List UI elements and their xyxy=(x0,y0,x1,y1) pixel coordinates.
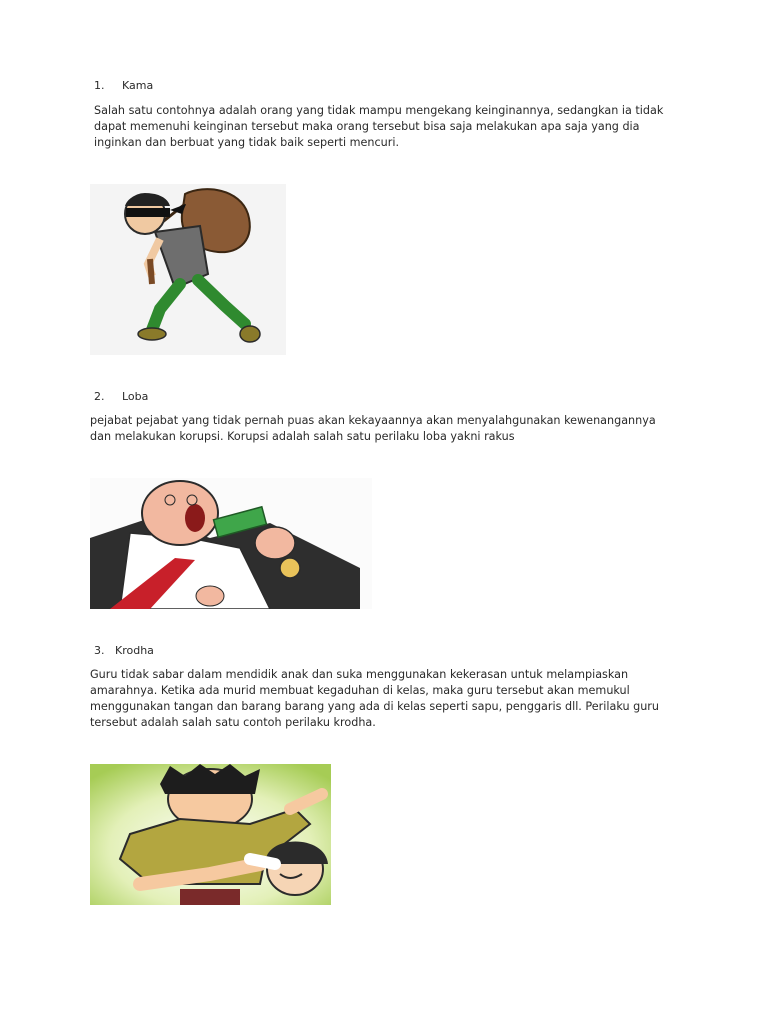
thief-illustration xyxy=(90,184,286,355)
section-2-heading xyxy=(94,390,148,403)
section-3-text: Guru tidak sabar dalam mendidik anak dan suka menggunakan kekerasan untuk melampiaskan amarahnya. Ketika ada murid membuat kegaduhan di kelas, maka guru tersebut akan memukul menggunakan tangan dan barang barang yang ada di kelas seperti sapu, penggaris dll. Perilaku guru tersebut adalah salah satu contoh perilaku krodha. xyxy=(90,668,659,729)
section-1-heading xyxy=(94,79,153,92)
section-3-number: 3. xyxy=(94,644,105,657)
section-2-number: 2. xyxy=(94,390,105,403)
corruption-illustration xyxy=(90,478,372,609)
section-2-title: Loba xyxy=(121,390,149,403)
angry-teacher-illustration xyxy=(90,764,331,905)
section-2-text: pejabat pejabat yang tidak pernah puas akan kekayaannya akan menyalahgunakan kewenangannya dan melakukan korupsi. Korupsi adalah salah satu perilaku loba yakni rakus xyxy=(90,414,656,443)
section-3-title: Krodha xyxy=(115,644,154,657)
section-1-title: Kama xyxy=(121,79,154,92)
section-3-heading xyxy=(94,644,154,657)
section-1-number: 1. xyxy=(94,79,105,92)
section-1-text: Salah satu contohnya adalah orang yang tidak mampu mengekang keinginannya, sedangkan ia tidak dapat memenuhi keinginan tersebut maka orang tersebut bisa saja melakukan apa saja yang dia inginkan dan berbuat yang tidak baik seperti mencuri. xyxy=(94,104,664,149)
